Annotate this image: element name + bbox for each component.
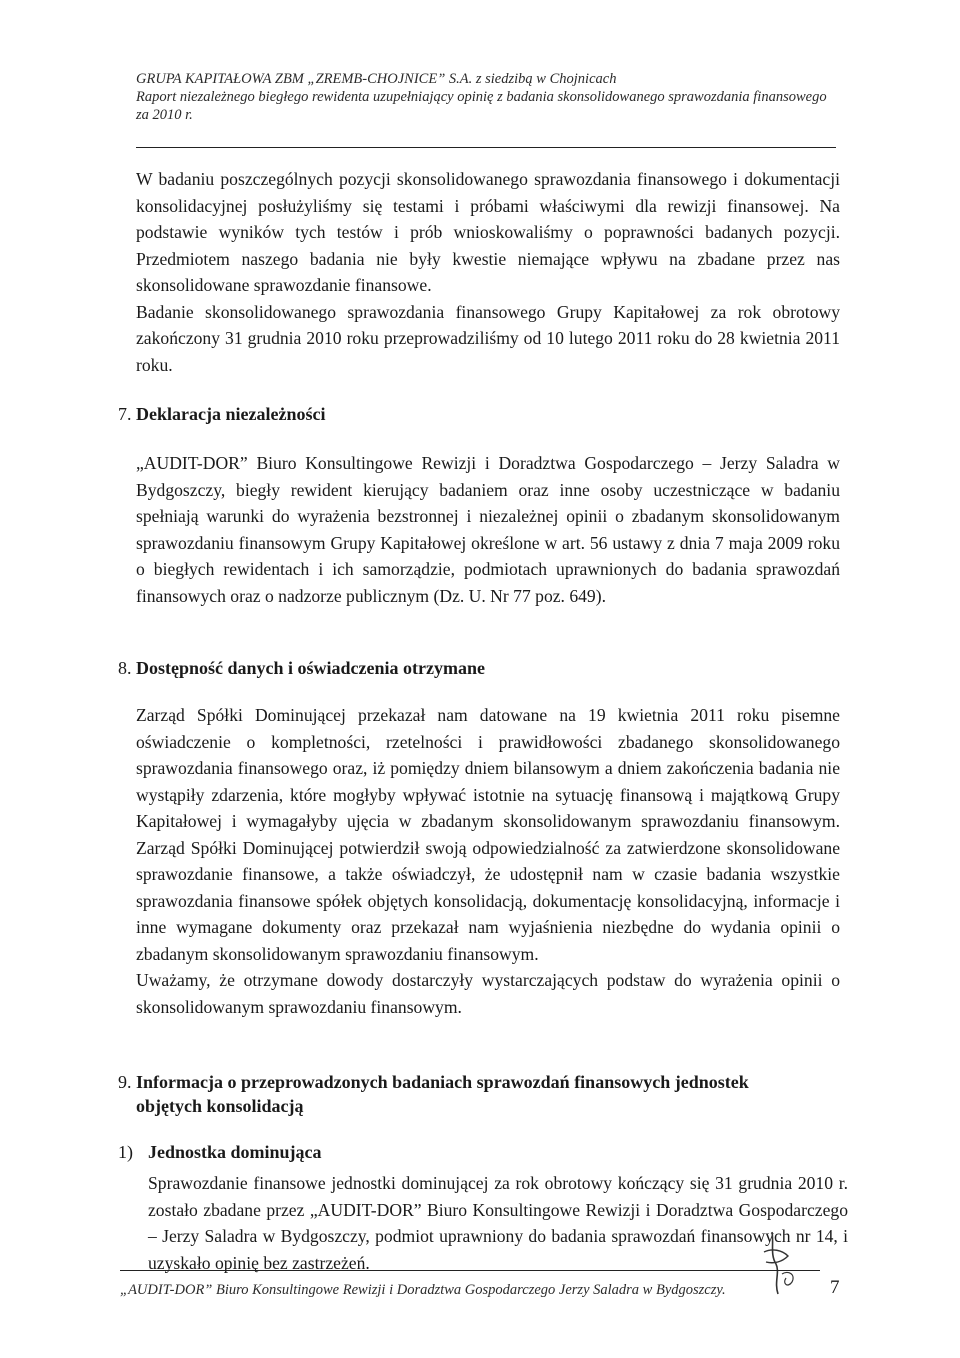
page-footer: „AUDIT-DOR” Biuro Konsultingowe Rewizji i Doradztwa Gospodarczego Jerzy Saladra w Bydgoszczy. [120, 1282, 726, 1298]
subsection-1-heading: Jednostka dominująca [148, 1142, 322, 1162]
header-company-line: GRUPA KAPITAŁOWA ZBM „ZREMB-CHOJNICE” S.A. z siedzibą w Chojnicach [136, 71, 617, 87]
section-9-heading-line-2: objętych konsolidacją [136, 1096, 304, 1116]
section-8-heading: Dostępność danych i oświadczenia otrzymane [136, 658, 485, 678]
section-8-number: 8. [118, 658, 132, 678]
intro-paragraph-1: W badaniu poszczególnych pozycji skonsolidowanego sprawozdania finansowego i dokumentacji konsolidacyjnej posłużyliśmy się testami i próbami właściwymi dla rewizji finansowej. Na podstawie wyników tych testów i prób wnioskowaliśmy o poprawności badanych pozycji. Przedmiotem naszego badania nie były kwestie niemające wpływu na zbadane przez nas skonsolidowane sprawozdanie finansowe. [136, 169, 840, 295]
section-7-heading: Deklaracja niezależności [136, 404, 326, 424]
section-8-paragraph-1: Zarząd Spółki Dominującej przekazał nam datowane na 19 kwietnia 2011 roku pisemne oświadczenie o kompletności, rzetelności i prawidłowości zbadanego skonsolidowanego sprawozdania finansowego oraz, iż pomiędzy dniem bilansowym a dniem zakończenia badania nie wystąpiły zdarzenia, które mogłyby wpływać istotnie na sytuację finansową i majątkową Grupy Kapitałowej i wymagałyby ujęcia w zbadanym skonsolidowanym sprawozdaniu finansowym. Zarząd Spółki Dominującej potwierdził swoją odpowiedzialność za zatwierdzone skonsolidowane sprawozdanie finansowe, a także oświadczył, że udostępnił nam w czasie badania wszystkie sprawozdania finansowe spółek objętych konsolidacją, dokumentację konsolidacyjną, informacje i inne wymagane dokumenty oraz przekazał nam wyjaśnienia niezbędne do wydania opinii o zbadanym skonsolidowanym sprawozdaniu finansowym. [136, 705, 840, 964]
header-report-line: Raport niezależnego biegłego rewidenta uzupełniający opinię z badania skonsolidowanego sprawozdania finansowego za 2010 r. [136, 89, 827, 123]
intro-text [136, 166, 840, 378]
subsection-1-text [148, 1170, 848, 1276]
section-9-heading [136, 1070, 836, 1118]
section-7-number: 7. [118, 404, 132, 424]
independence-declaration: „AUDIT-DOR” Biuro Konsultingowe Rewizji i Doradztwa Gospodarczego – Jerzy Saladra w Bydgoszczy, biegły rewident kierujący badaniem oraz inne osoby uczestniczące w badaniu spełniają warunki do wyrażenia bezstronnej i niezależnej opinii o zbadanym skonsolidowanym sprawozdaniu finansowym Grupy Kapitałowej określone w art. 56 ustawy z dnia 7 maja 2009 roku o biegłych rewidentach i ich samorządzie, podmiotach uprawnionych do badania sprawozdań finansowych oraz o nadzorze publicznym (Dz. U. Nr 77 poz. 649). [136, 453, 840, 606]
section-7-text [136, 450, 840, 609]
parent-entity-audit-text: Sprawozdanie finansowe jednostki dominującej za rok obrotowy kończący się 31 grudnia 2010 r. zostało zbadane przez „AUDIT-DOR” Biuro Konsultingowe Rewizji i Doradztwa Gospodarczego – Jerzy Saladra w Bydgoszczy, podmiot uprawniony do badania sprawozdań finansowych nr 14, i uzyskało opinię bez zastrzeżeń. [148, 1173, 848, 1273]
footer-divider [120, 1270, 820, 1271]
section-8-text [136, 702, 840, 1020]
header-divider [136, 147, 836, 148]
subsection-1-number: 1) [118, 1142, 133, 1162]
section-9-heading-line-1: Informacja o przeprowadzonych badaniach sprawozdań finansowych jednostek [136, 1072, 749, 1092]
intro-paragraph-2: Badanie skonsolidowanego sprawozdania finansowego Grupy Kapitałowej za rok obrotowy zakończony 31 grudnia 2010 roku przeprowadziliśmy od 10 lutego 2011 roku do 28 kwietnia 2011 roku. [136, 301, 840, 375]
section-8-paragraph-2: Uważamy, że otrzymane dowody dostarczyły wystarczających podstaw do wyrażenia opinii o skonsolidowanym sprawozdaniu finansowym. [136, 970, 840, 1017]
page-number: 7 [830, 1277, 840, 1298]
section-9-number: 9. [118, 1072, 132, 1092]
page-header [136, 70, 836, 124]
